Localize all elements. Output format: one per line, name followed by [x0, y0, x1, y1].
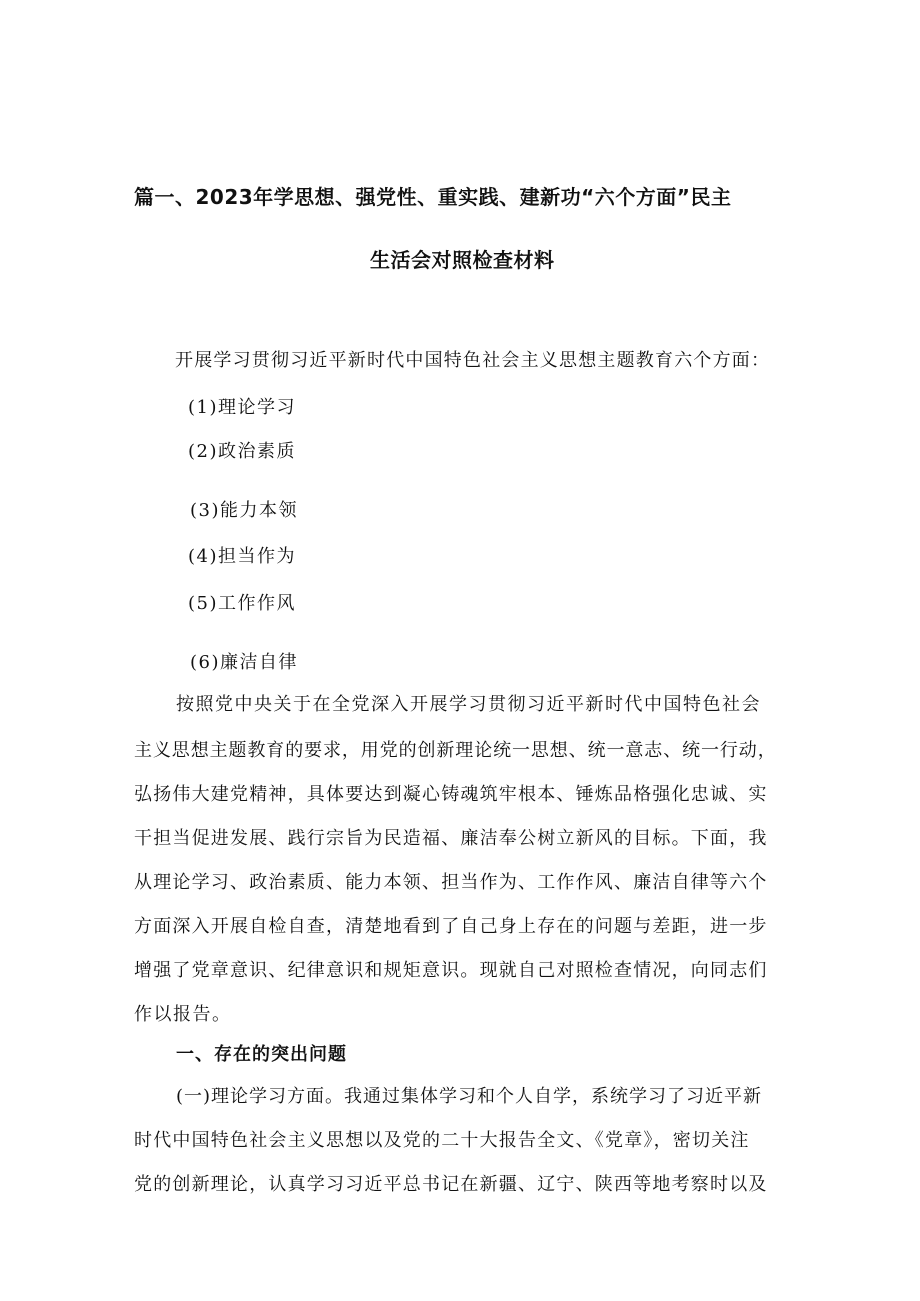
body-line: 按照党中央关于在全党深入开展学习贯彻习近平新时代中国特色社会	[176, 694, 761, 715]
body-line: 从理论学习、政治素质、能力本领、担当作为、工作作风、廉洁自律等六个	[134, 872, 768, 893]
section-line: 党的创新理论，认真学习习近平总书记在新疆、辽宁、陕西等地考察时以及	[134, 1174, 768, 1195]
body-line: 主义思想主题教育的要求，用党的创新理论统一思想、统一意志、统一行动，	[134, 740, 777, 761]
section-line: (一)理论学习方面。我通过集体学习和个人自学，系统学习了习近平新	[176, 1086, 763, 1107]
body-line: 干担当促进发展、践行宗旨为民造福、廉洁奉公树立新风的目标。下面，我	[134, 828, 768, 849]
body-line: 弘扬伟大建党精神，具体要达到凝心铸魂筑牢根本、锤炼品格强化忠诚、实	[134, 784, 768, 805]
aspect-item: (4)担当作为	[188, 546, 296, 567]
document-title-line-1: 篇一、2023年学思想、强党性、重实践、建新功“六个方面”民主	[134, 185, 732, 209]
aspect-item: (6)廉洁自律	[190, 652, 298, 673]
intro-paragraph: 开展学习贯彻习近平新时代中国特色社会主义思想主题教育六个方面：	[175, 350, 771, 371]
document-title-line-2: 生活会对照检查材料	[370, 248, 555, 272]
aspect-item: (2)政治素质	[188, 441, 296, 462]
aspect-item: (5)工作作风	[188, 593, 296, 614]
aspect-item: (3)能力本领	[190, 500, 298, 521]
body-line: 增强了党章意识、纪律意识和规矩意识。现就自己对照检查情况，向同志们	[134, 960, 768, 981]
section-line: 时代中国特色社会主义思想以及党的二十大报告全文、《党章》，密切关注	[134, 1130, 750, 1151]
section-heading: 一、存在的突出问题	[176, 1044, 347, 1065]
body-line: 作以报告。	[134, 1004, 232, 1025]
body-line: 方面深入开展自检自查，清楚地看到了自己身上存在的问题与差距，进一步	[134, 916, 768, 937]
aspect-item: (1)理论学习	[188, 397, 296, 418]
